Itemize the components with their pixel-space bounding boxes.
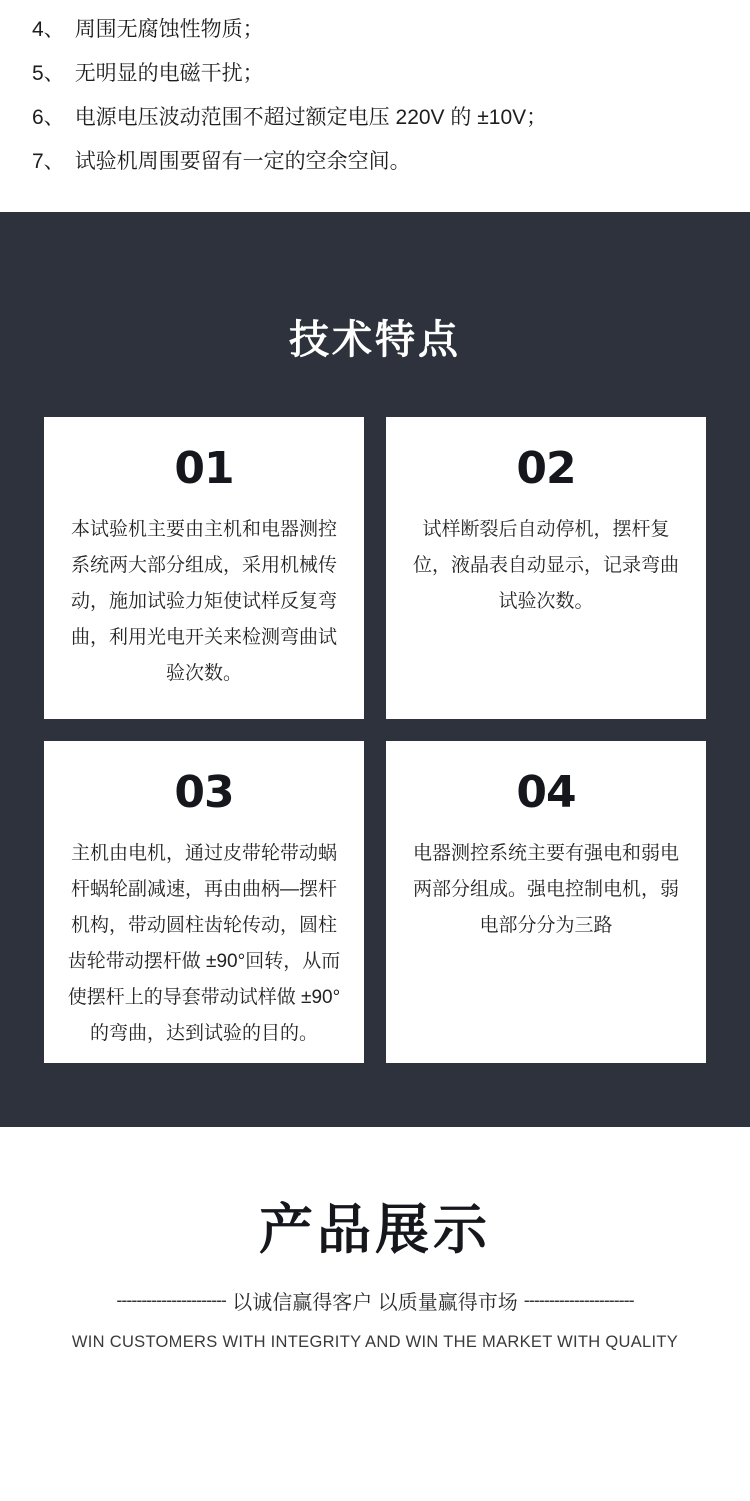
feature-card-text: 试样断裂后自动停机，摆杆复位，液晶表自动显示，记录弯曲试验次数。	[412, 519, 679, 612]
list-item-text: 周围无腐蚀性物质；	[74, 18, 264, 41]
list-item	[0, 8, 750, 52]
conditions-section	[0, 0, 750, 212]
product-display-section	[0, 1127, 750, 1392]
list-item-number: 6、	[32, 106, 65, 129]
feature-card-number: 02	[516, 443, 576, 494]
feature-card	[386, 741, 706, 1063]
dash-divider-left: ----------------------	[116, 1290, 227, 1310]
list-item-number: 4、	[32, 18, 65, 41]
feature-card-row	[0, 417, 750, 719]
list-item	[0, 96, 750, 140]
list-item-number: 7、	[32, 150, 65, 173]
feature-card-number: 01	[174, 443, 234, 494]
product-slogan: 以诚信赢得客户 以质量赢得市场	[232, 1292, 518, 1314]
list-item-number: 5、	[32, 62, 65, 85]
dash-divider-right: ----------------------	[523, 1290, 634, 1310]
list-item-text: 试验机周围要留有一定的空余空间。	[74, 150, 411, 173]
list-item-text: 无明显的电磁干扰；	[74, 62, 264, 85]
feature-card-text: 电器测控系统主要有强电和弱电两部分组成。强电控制电机，弱电部分分为三路	[412, 843, 679, 936]
list-item-text: 电源电压波动范围不超过额定电压 220V 的 ±10V；	[74, 106, 548, 129]
feature-card	[386, 417, 706, 719]
feature-card-number: 04	[516, 767, 576, 818]
feature-card-number: 03	[174, 767, 234, 818]
feature-card	[44, 417, 364, 719]
page-title: 产品展示	[259, 1200, 491, 1260]
product-subtitle-row	[0, 1286, 750, 1315]
list-item	[0, 140, 750, 184]
feature-card-row	[0, 741, 750, 1063]
feature-card-text: 本试验机主要由主机和电器测控系统两大部分组成，采用机械传动，施加试验力矩使试样反复弯曲，利用光电开关来检测弯曲试验次数。	[70, 519, 337, 684]
section-title: 技术特点	[289, 318, 461, 362]
feature-card	[44, 741, 364, 1063]
product-slogan-english: WIN CUSTOMERS WITH INTEGRITY AND WIN THE MARKET WITH QUALITY	[71, 1333, 679, 1351]
feature-card-text: 主机由电机，通过皮带轮带动蜗杆蜗轮副减速，再由曲柄—摆杆机构，带动圆柱齿轮传动，圆柱齿轮带动摆杆做 ±90°回转，从而使摆杆上的导套带动试样做 ±90°的弯曲，达到试验的目的。	[67, 843, 341, 1044]
list-item	[0, 52, 750, 96]
technical-features-section	[0, 212, 750, 1127]
